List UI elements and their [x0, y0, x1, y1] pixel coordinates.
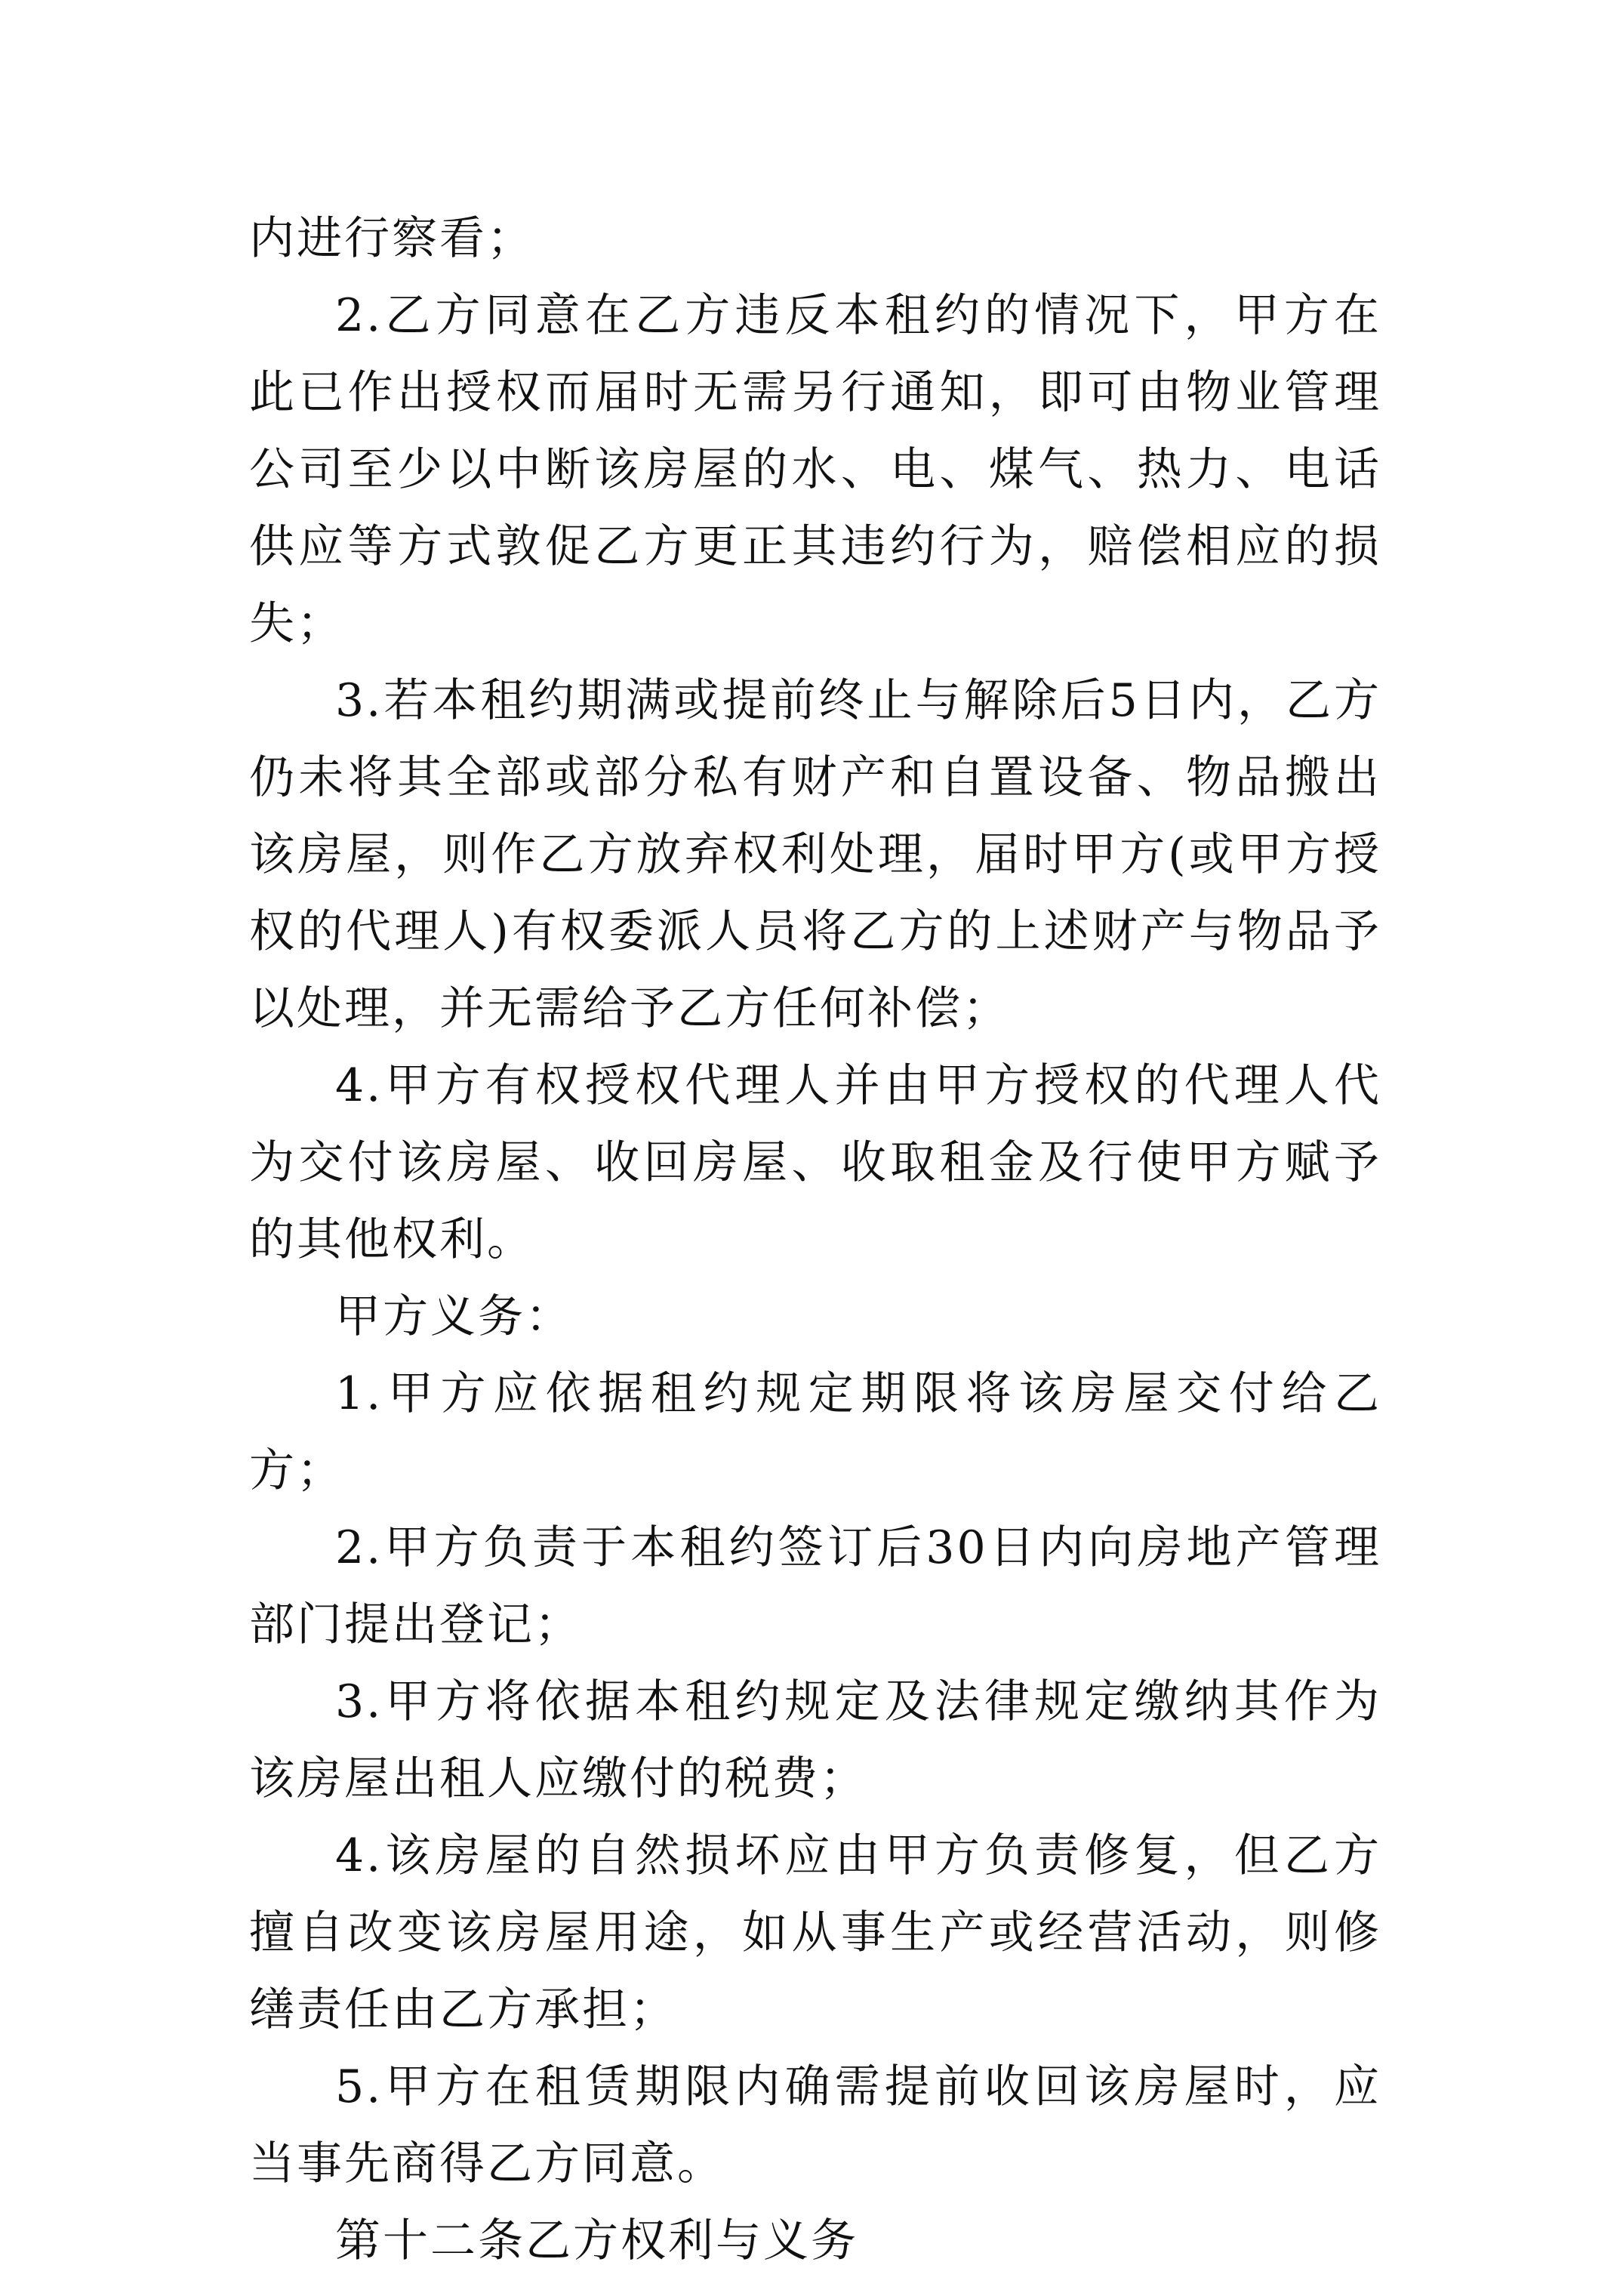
paragraph-obligation-2: 2.甲方负责于本租约签订后30日内向房地产管理部门提出登记； [249, 1521, 1381, 1651]
paragraph-obligation-4: 4.该房屋的自然损坏应由甲方负责修复，但乙方擅自改变该房屋用途，如从事生产或经营活动，则修缮责任由乙方承担； [249, 1829, 1381, 2036]
paragraph-continuation: 内进行察看； [249, 212, 534, 265]
paragraph-obligation-5: 5.甲方在租赁期限内确需提前收回该房屋时，应当事先商得乙方同意。 [249, 2060, 1381, 2190]
document-body [249, 200, 1381, 2279]
article-heading-12: 第十二条乙方权利与义务 [335, 2214, 858, 2267]
paragraph-obligation-3: 3.甲方将依据本租约规定及法律规定缴纳其作为该房屋出租人应缴付的税费； [249, 1675, 1381, 1805]
section-heading-landlord-obligations: 甲方义务： [335, 1290, 573, 1343]
paragraph-obligation-1: 1.甲方应依据租约规定期限将该房屋交付给乙方； [249, 1367, 1381, 1497]
paragraph-item-3-property-removal: 3.若本租约期满或提前终止与解除后5日内，乙方仍未将其全部或部分私有财产和自置设备、物品搬出该房屋，则作乙方放弃权利处理，届时甲方(或甲方授权的代理人)有权委派人员将乙方的上述财产与物品予以处理，并无需给予乙方任何补偿； [249, 674, 1381, 1035]
paragraph-item-2-termination-remedy: 2.乙方同意在乙方违反本租约的情况下，甲方在此已作出授权而届时无需另行通知，即可由物业管理公司至少以中断该房屋的水、电、煤气、热力、电话供应等方式敦促乙方更正其违约行为，赔偿相应的损失； [249, 289, 1381, 650]
paragraph-item-4-agent-authorization: 4.甲方有权授权代理人并由甲方授权的代理人代为交付该房屋、收回房屋、收取租金及行使甲方赋予的其他权利。 [249, 1059, 1381, 1266]
